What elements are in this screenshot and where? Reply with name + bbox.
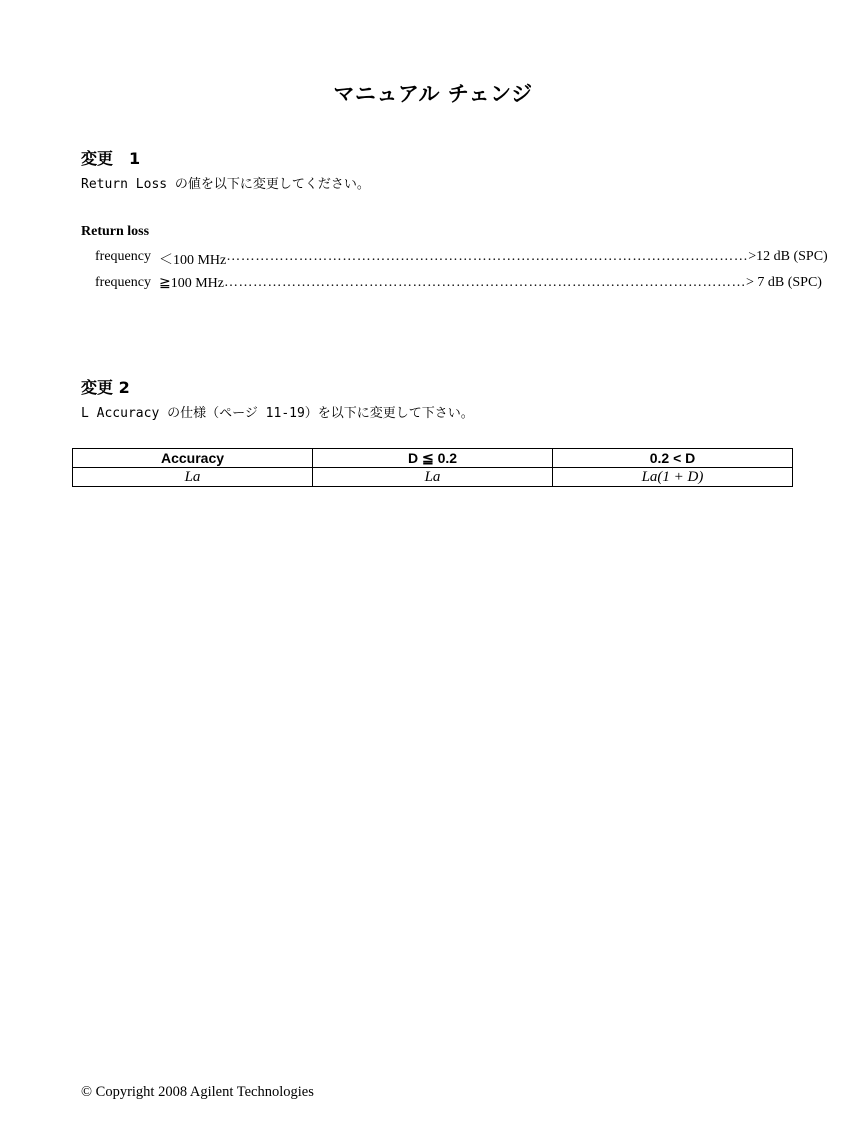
row-value: >12 dB (SPC) (748, 249, 828, 264)
row-value: > 7 dB (SPC) (745, 275, 822, 290)
table-cell: La (73, 468, 313, 487)
page-title: マニュアル チェンジ (333, 82, 533, 106)
change-1-heading: 変更 1 (81, 149, 141, 168)
change-1-description: Return Loss の値を以下に変更してください。 (81, 177, 370, 192)
change-2-description: L Accuracy の仕様（ページ 11-19）を以下に変更して下さい。 (81, 406, 474, 421)
copyright-footer: © Copyright 2008 Agilent Technologies (81, 1084, 314, 1100)
table-row (73, 468, 793, 487)
leader-dots: ……………………………………………………………………………………………… (223, 275, 746, 290)
table-header-cell: 0.2 < D (553, 449, 793, 468)
row-label: frequency (95, 275, 151, 290)
table-cell: La(1 + D) (553, 468, 793, 487)
row-label: frequency (95, 249, 151, 264)
table-header-row (73, 449, 793, 468)
change-2-heading: 変更 2 (81, 378, 130, 397)
accuracy-table (72, 448, 793, 487)
table-header-cell: D ≦ 0.2 (313, 449, 553, 468)
return-loss-row (95, 249, 828, 269)
return-loss-title: Return loss (81, 224, 150, 239)
row-condition: ＜100 MHz (158, 253, 227, 268)
table-cell: La (313, 468, 553, 487)
row-condition: ≧100 MHz (158, 276, 224, 291)
table-header-cell: Accuracy (73, 449, 313, 468)
leader-dots: ……………………………………………………………………………………………… (226, 249, 749, 264)
return-loss-row (95, 275, 822, 292)
